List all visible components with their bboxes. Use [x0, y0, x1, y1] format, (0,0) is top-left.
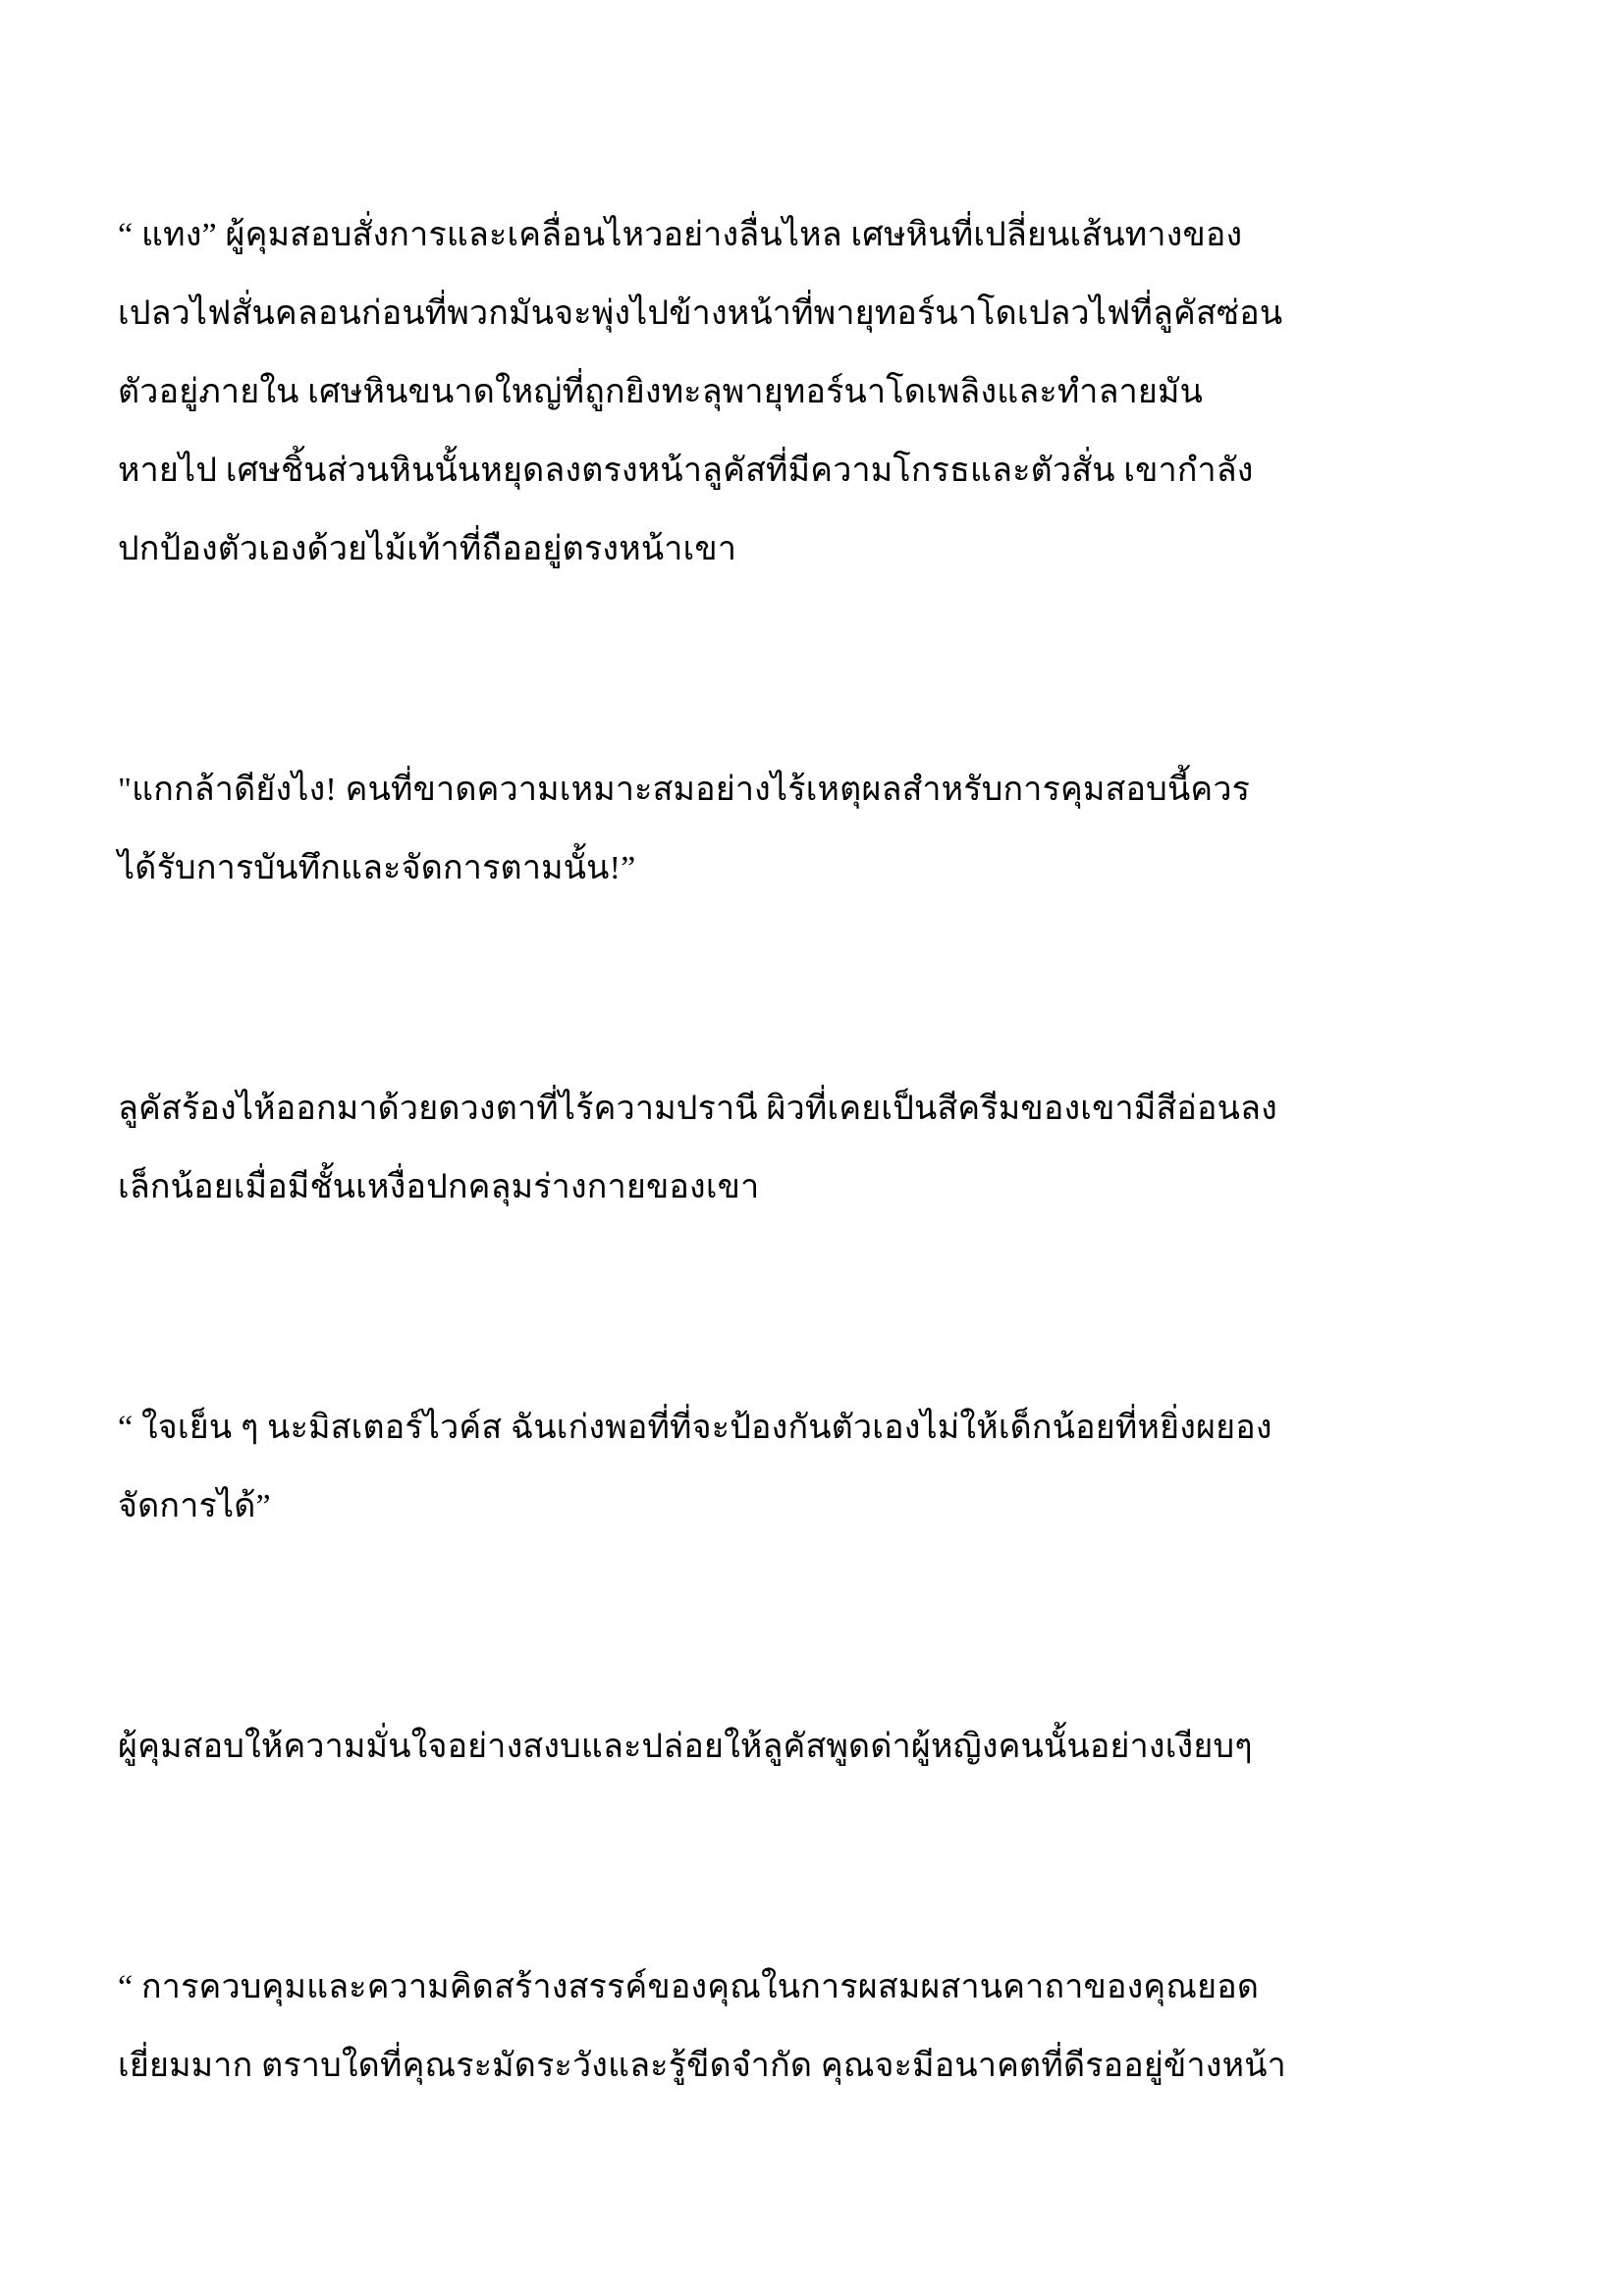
- text-line: ได้รับการบันทึกและจัดการตามนั้น!”: [118, 850, 636, 886]
- paragraph-6: [118, 1949, 1508, 2106]
- paragraph-1: [118, 196, 1508, 589]
- paragraph-3: [118, 1070, 1508, 1227]
- text-line: เปลวไฟสั่นคลอนก่อนที่พวกมันจะพุ่งไปข้างหน้าที่พายุทอร์นาโดเปลวไฟที่ลูคัสซ่อน: [118, 295, 1283, 332]
- text-line: ผู้คุมสอบให้ความมั่นใจอย่างสงบและปล่อยให้ลูคัสพูดด่าผู้หญิงคนนั้นอย่างเงียบๆ: [118, 1729, 1253, 1765]
- text-line: หายไป เศษชิ้นส่วนหินนั้นหยุดลงตรงหน้าลูคัสที่มีความโกรธและตัวสั่น เขากำลัง: [118, 453, 1254, 489]
- text-line: เล็กน้อยเมื่อมีชั้นเหงื่อปกคลุมร่างกายของเขา: [118, 1169, 760, 1205]
- text-line: “ การควบคุมและความคิดสร้างสรรค์ของคุณในการผสมผสานคาถาของคุณยอด: [118, 1969, 1260, 2005]
- text-line: เยี่ยมมาก ตราบใดที่คุณระมัดระวังและรู้ขีดจำกัด คุณจะมีอนาคตที่ดีรออยู่ข้างหน้า: [118, 2048, 1286, 2084]
- text-line: ปกป้องตัวเองด้วยไม้เท้าที่ถืออยู่ตรงหน้าเขา: [118, 531, 737, 567]
- text-line: "แกกล้าดียังไง! คนที่ขาดความเหมาะสมอย่างไร้เหตุผลสำหรับการคุมสอบนี้ควร: [118, 772, 1251, 808]
- text-line: ลูคัสร้องไห้ออกมาด้วยดวงตาที่ไร้ความปรานี ผิวที่เคยเป็นสีครีมของเขามีสีอ่อนลง: [118, 1091, 1277, 1127]
- paragraph-5: [118, 1708, 1508, 1787]
- text-line: “ ใจเย็น ๆ นะมิสเตอร์ไวค์ส ฉันเก่งพอที่ที่จะป้องกันตัวเองไม่ให้เด็กน้อยที่หยิ่งผยอง: [118, 1410, 1272, 1446]
- text-line: จัดการได้”: [118, 1488, 271, 1524]
- paragraph-2: [118, 751, 1508, 908]
- text-line: ตัวอยู่ภายใน เศษหินขนาดใหญ่ที่ถูกยิงทะลุพายุทอร์นาโดเพลิงและทำลายมัน: [118, 374, 1204, 410]
- paragraph-4: [118, 1389, 1508, 1546]
- text-line: “ แทง” ผู้คุมสอบสั่งการและเคลื่อนไหวอย่างลื่นไหล เศษหินที่เปลี่ยนเส้นทางของ: [118, 217, 1243, 253]
